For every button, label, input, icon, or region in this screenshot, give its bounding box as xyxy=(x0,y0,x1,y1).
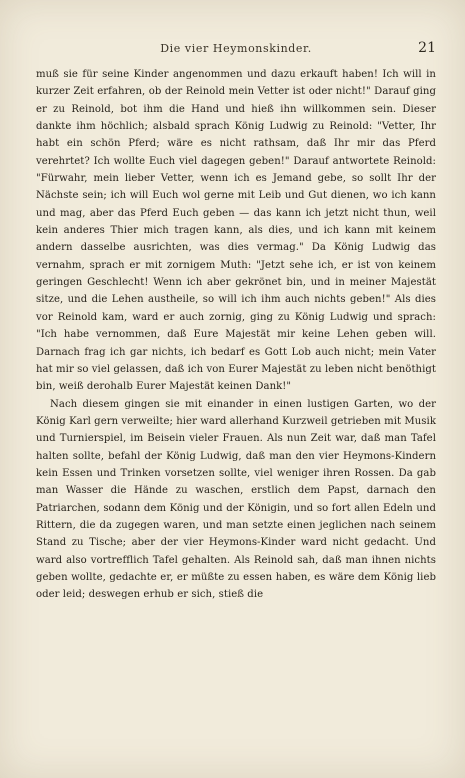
running-title: Die vier Heymonskinder. xyxy=(160,42,312,55)
page-header xyxy=(36,40,436,60)
paragraph: muß sie für seine Kinder angenommen und dazu erkauft haben! Ich will in kurzer Zeit erfahren, ob der Reinold mein Vetter ist oder nicht!" Darauf ging er zu Reinold, bot ihm die Hand und hieß ihn willkommen sein. Dieser dankte ihm höchlich; alsbald sprach König Ludwig zu Reinold: "Vetter, Ihr habt ein schön Pferd; wäre es nicht rathsam, daß Ihr mir das Pferd verehrtet? Ich wollte Euch viel dagegen geben!" Darauf antwortete Reinold: "Fürwahr, mein lieber Vetter, wenn ich es Jemand gebe, so sollt Ihr der Nächste sein; ich will Euch wol gerne mit Leib und Gut dienen, wo ich kann und mag, aber das Pferd Euch geben — das kann ich jetzt nicht thun, weil kein anderes Thier mich tragen kann, als dies, und ich kann mit keinem andern dasselbe ausrichten, was dies vermag." Da König Ludwig das vernahm, sprach er mit zornigem Muth: "Jetzt sehe ich, er ist von keinem geringen Geschlecht! Wenn ich aber gekrönet bin, und in meiner Majestät sitze, und die Lehen austheile, so will ich ihm auch nichts geben!" Als dies vor Reinold kam, ward er auch zornig, ging zu König Ludwig und sprach: "Ich habe vernommen, daß Eure Majestät mir keine Lehen geben will. Darnach frag ich gar nichts, ich bedarf es Gott Lob auch nicht; mein Vater hat mir so viel gelassen, daß ich von Eurer Majestät zu leben nicht benöthigt bin, weiß derohalb Eurer Majestät keinen Dank!" xyxy=(36,69,436,393)
paragraph: Nach diesem gingen sie mit einander in einen lustigen Garten, wo der König Karl gern verweilte; hier ward allerhand Kurzweil getrieben mit Musik und Turnierspiel, im Beisein vieler Frauen. Als nun Zeit war, daß man Tafel halten sollte, befahl der König Ludwig, daß man den vier Heymons-Kindern kein Essen und Trinken vorsetzen sollte, viel weniger ihren Rossen. Da gab man Wasser die Hände zu waschen, erstlich dem Papst, darnach den Patriarchen, sodann dem König und der Königin, und so fort allen Edeln und Rittern, die da zugegen waren, und man setzte einen jeglichen nach seinem Stand zu Tische; aber der vier Heymons-Kinder ward nicht gedacht. Und ward also vortrefflich Tafel gehalten. Als Reinold sah, daß man ihnen nichts geben wollte, gedachte er, er müßte zu essen haben, es wäre dem König lieb oder leid; deswegen erhub er sich, stieß die xyxy=(36,398,436,601)
body-text xyxy=(36,66,436,604)
page-number: 21 xyxy=(418,40,436,56)
